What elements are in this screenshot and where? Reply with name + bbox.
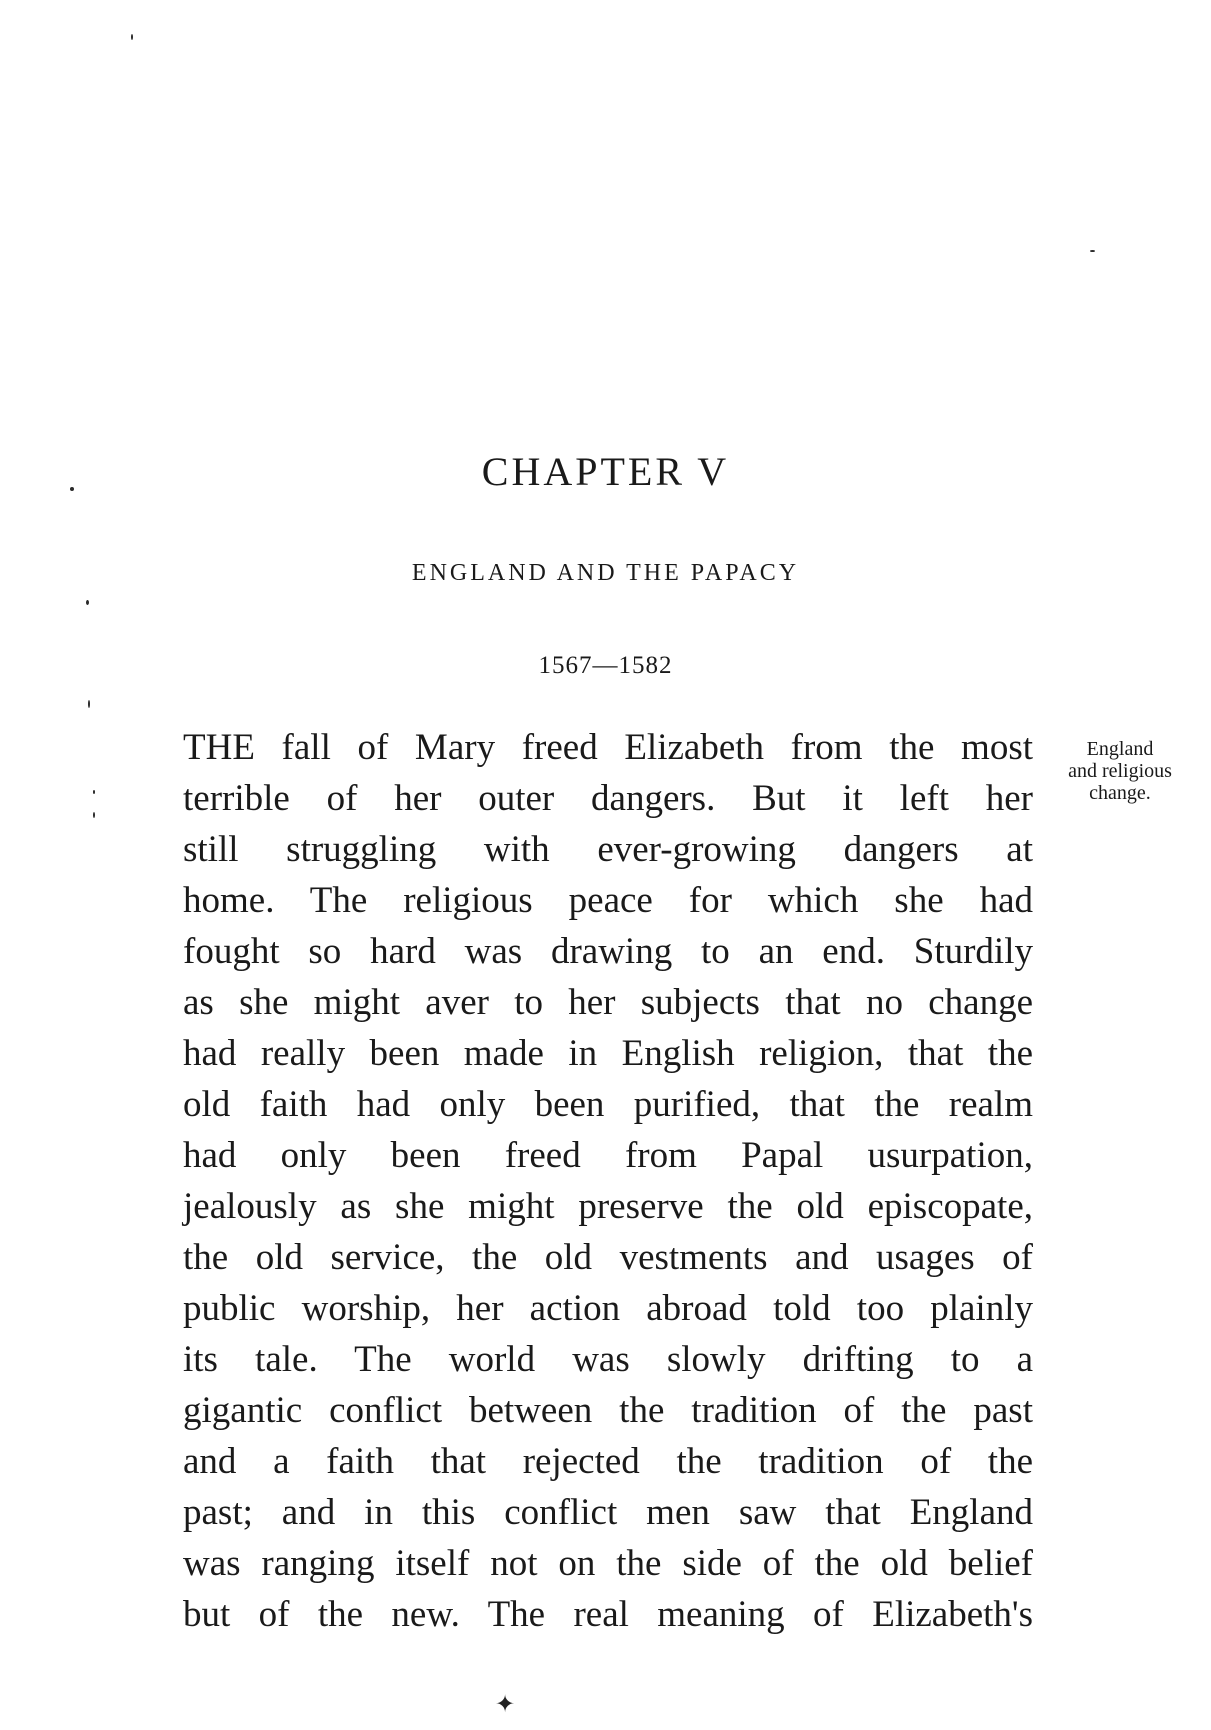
scan-speck (93, 790, 95, 794)
scan-speck (131, 34, 133, 40)
text-line: fought so hard was drawing to an end. Sturdily (183, 931, 1033, 972)
text-line: gigantic conflict between the tradition of the past (183, 1390, 1033, 1431)
text-line: the old service, the old vestments and usages of (183, 1237, 1033, 1278)
text-line: THE fall of Mary freed Elizabeth from the most (183, 727, 1033, 768)
margin-note-line: England (1086, 738, 1154, 760)
margin-note (1040, 738, 1200, 804)
text-line: jealously as she might preserve the old episcopate, (183, 1186, 1033, 1227)
scan-speck (88, 700, 90, 708)
scan-speck (93, 812, 95, 818)
chapter-number: CHAPTER V (481, 449, 730, 494)
text-line: past; and in this conflict men saw that England (183, 1492, 1033, 1533)
text-line: terrible of her outer dangers. But it left her (183, 778, 1033, 819)
text-line: its tale. The world was slowly drifting to a (183, 1339, 1033, 1380)
margin-note-line: change. (1089, 782, 1151, 804)
text-line: and a faith that rejected the tradition of the (183, 1441, 1033, 1482)
chapter-body-text (183, 722, 1033, 1640)
text-line: home. The religious peace for which she had (183, 880, 1033, 921)
printer-mark-icon: ✦ (495, 1690, 516, 1718)
text-line: public worship, her action abroad told too plainly (183, 1288, 1033, 1329)
chapter-dates: 1567—1582 (538, 652, 673, 679)
text-line: old faith had only been purified, that the realm (183, 1084, 1033, 1125)
scan-speck (1090, 250, 1095, 252)
text-line: was ranging itself not on the side of the old belief (183, 1543, 1033, 1584)
margin-note-line: and religious (1068, 760, 1172, 782)
text-line: but of the new. The real meaning of Elizabeth's (183, 1594, 1033, 1635)
text-line: had only been freed from Papal usurpation, (183, 1135, 1033, 1176)
text-line: as she might aver to her subjects that no change (183, 982, 1033, 1023)
text-line: had really been made in English religion, that the (183, 1033, 1033, 1074)
scan-speck (86, 600, 89, 605)
chapter-title: ENGLAND AND THE PAPACY (411, 560, 800, 586)
text-line: still struggling with ever-growing dangers at (183, 829, 1033, 870)
